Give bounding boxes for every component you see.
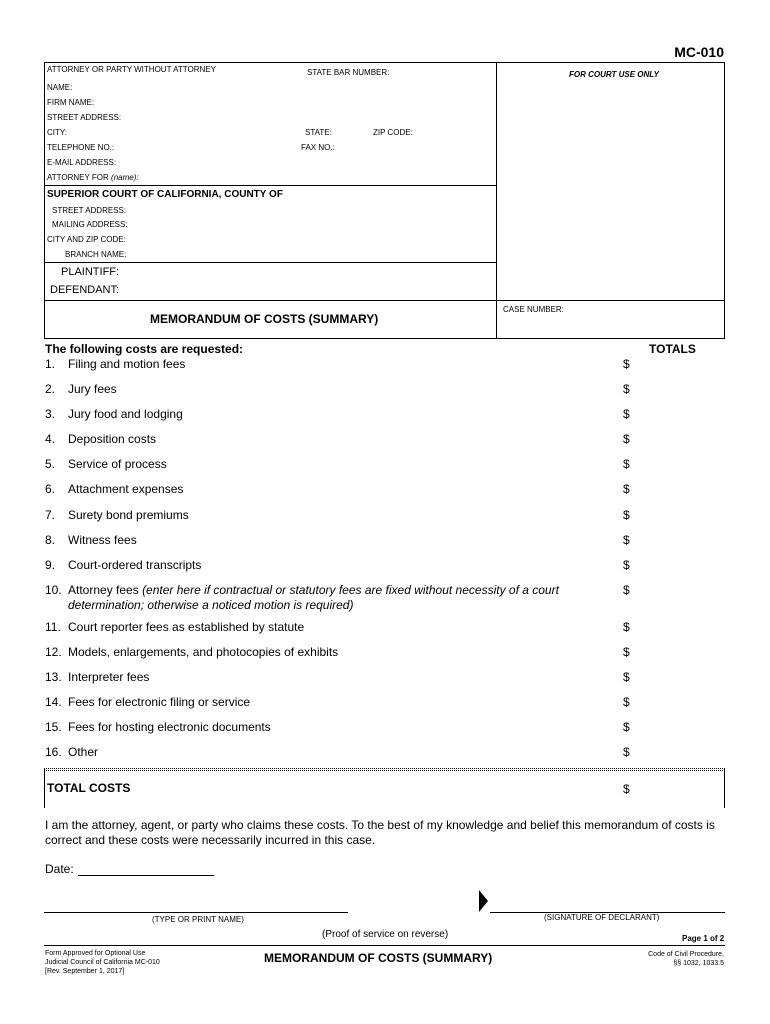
plaintiff-field[interactable] (120, 265, 490, 279)
name-label: NAME: (47, 83, 73, 92)
form-title: MEMORANDUM OF COSTS (SUMMARY) (150, 312, 379, 326)
date-field[interactable] (78, 860, 214, 876)
footer-approval-line1: Form Approved for Optional Use (45, 950, 146, 957)
cost-item-label: Deposition costs (68, 432, 157, 446)
total-box-top-inner (44, 770, 725, 771)
cost-item-number: 16. (45, 745, 62, 759)
form-id: MC-010 (674, 44, 724, 60)
cost-item-dollar-sign: $ (623, 720, 630, 734)
cost-item-label-wrap (68, 583, 598, 613)
cost-item-amount-field[interactable] (635, 508, 715, 522)
cost-item-amount-field[interactable] (635, 407, 715, 421)
cost-item-label-wrap (68, 670, 598, 685)
total-box-top (44, 768, 725, 769)
cost-item-dollar-sign: $ (623, 745, 630, 759)
firm-field[interactable] (98, 96, 490, 108)
state-label: STATE: (305, 128, 332, 137)
cost-item-label: Jury food and lodging (68, 407, 183, 421)
cost-item-label-wrap (68, 432, 598, 447)
cost-item-label-wrap (68, 745, 598, 760)
cost-item-dollar-sign: $ (623, 432, 630, 446)
cost-item-label-wrap (68, 457, 598, 472)
cost-item-number: 9. (45, 558, 56, 572)
cost-item-dollar-sign: $ (623, 620, 630, 634)
name-field[interactable] (80, 81, 490, 93)
cost-item-label: Attorney fees (68, 583, 139, 597)
cost-item-label: Interpreter fees (68, 670, 150, 684)
cost-item-amount-field[interactable] (635, 620, 715, 634)
street-field[interactable] (122, 111, 490, 123)
cost-item-dollar-sign: $ (623, 407, 630, 421)
cost-item-number: 5. (45, 457, 56, 471)
cost-item-label-wrap (68, 533, 598, 548)
attorney-for-text: ATTORNEY FOR (47, 173, 109, 182)
cost-item-dollar-sign: $ (623, 558, 630, 572)
print-name-field[interactable] (44, 895, 348, 911)
cost-item-amount-field[interactable] (635, 720, 715, 734)
cost-item-amount-field[interactable] (635, 645, 715, 659)
cost-item-label-wrap (68, 482, 598, 497)
plaintiff-label: PLAINTIFF: (61, 266, 120, 278)
cost-item-number: 8. (45, 533, 56, 547)
cost-item-label: Attachment expenses (68, 482, 184, 496)
defendant-label: DEFENDANT: (50, 284, 120, 296)
attorney-section-bottom (44, 185, 496, 186)
cost-item-label: Jury fees (68, 382, 117, 396)
cost-item-label: Fees for hosting electronic documents (68, 720, 271, 734)
fax-label: FAX NO.: (301, 143, 335, 152)
cost-item-label: Surety bond premiums (68, 508, 189, 522)
cost-item-label-wrap (68, 382, 598, 397)
cost-item-label: Fees for electronic filing or service (68, 695, 251, 709)
cost-item-label: Models, enlargements, and photocopies of exhibits (68, 645, 339, 659)
cost-item-number: 12. (45, 645, 62, 659)
footer-code-line1: Code of Civil Procedure, (648, 951, 724, 958)
court-use-label: FOR COURT USE ONLY (569, 70, 659, 79)
court-city-zip-label: CITY AND ZIP CODE: (47, 235, 126, 244)
cost-item-amount-field[interactable] (635, 558, 715, 572)
cost-item-dollar-sign: $ (623, 670, 630, 684)
print-name-caption: (TYPE OR PRINT NAME) (152, 915, 244, 924)
defendant-field[interactable] (120, 283, 490, 297)
cost-item-number: 13. (45, 670, 62, 684)
court-mailing-field[interactable] (128, 218, 490, 230)
declaration-text: I am the attorney, agent, or party who claims these costs. To the best of my knowledge and belief this memorandum of costs is correct and these costs were necessarily incurred in this case. (45, 818, 715, 847)
zip-label: ZIP CODE: (373, 128, 413, 137)
header-right-border (724, 62, 725, 339)
cost-item-number: 11. (45, 620, 61, 634)
cost-item-amount-field[interactable] (635, 670, 715, 684)
cost-item-label-wrap (68, 695, 598, 710)
cost-item-label: Filing and motion fees (68, 357, 186, 371)
cost-item-number: 4. (45, 432, 56, 446)
cost-item-label-wrap (68, 645, 598, 660)
totals-header: TOTALS (649, 342, 696, 356)
court-street-field[interactable] (128, 204, 490, 216)
fax-field[interactable] (338, 141, 490, 153)
cost-item-label-wrap (68, 407, 598, 422)
cost-item-amount-field[interactable] (635, 745, 715, 759)
cost-item-amount-field[interactable] (635, 482, 715, 496)
footer-code (648, 950, 724, 968)
cost-item-label-wrap (68, 357, 598, 372)
firm-label: FIRM NAME: (47, 98, 95, 107)
court-mailing-label: MAILING ADDRESS: (52, 220, 128, 229)
parties-section-bottom (44, 300, 725, 301)
street-label: STREET ADDRESS: (47, 113, 122, 122)
cost-item-amount-field[interactable] (635, 695, 715, 709)
court-city-zip-field[interactable] (128, 233, 490, 245)
cost-item-number: 1. (45, 357, 56, 371)
cost-item-label-wrap (68, 720, 598, 735)
cost-item-dollar-sign: $ (623, 482, 630, 496)
attorney-for-name-hint: (name): (111, 173, 139, 182)
cost-item-dollar-sign: $ (623, 583, 630, 597)
cost-item-dollar-sign: $ (623, 382, 630, 396)
cost-item-dollar-sign: $ (623, 695, 630, 709)
court-branch-label: BRANCH NAME: (65, 250, 127, 259)
signature-caption: (SIGNATURE OF DECLARANT) (544, 913, 660, 922)
total-box-left (44, 768, 45, 808)
header-left-border (44, 62, 45, 339)
page-number: Page 1 of 2 (682, 934, 725, 943)
state-bar-label: STATE BAR NUMBER: (307, 68, 390, 77)
cost-item-amount-field[interactable] (635, 583, 715, 597)
cost-item-amount-field[interactable] (635, 457, 715, 471)
footer-rule (44, 945, 725, 946)
phone-field[interactable] (115, 141, 295, 153)
total-costs-label: TOTAL COSTS (47, 781, 131, 795)
total-costs-dollar: $ (623, 782, 630, 796)
total-box-right (724, 768, 725, 808)
email-field[interactable] (118, 156, 490, 168)
cost-item-label: Service of process (68, 457, 167, 471)
cost-item-amount-field[interactable] (635, 357, 715, 371)
cost-item-label-wrap (68, 508, 598, 523)
cost-item-dollar-sign: $ (623, 457, 630, 471)
cost-item-label: Other (68, 745, 99, 759)
cost-item-amount-field[interactable] (635, 432, 715, 446)
cost-item-label: Witness fees (68, 533, 137, 547)
footer-approval (45, 949, 160, 976)
cost-item-label: Court-ordered transcripts (68, 558, 202, 572)
costs-intro: The following costs are requested: (45, 342, 244, 356)
header-divider (496, 62, 497, 339)
footer-approval-line3: [Rev. September 1, 2017] (45, 968, 125, 975)
cost-item-label: Court reporter fees as established by statute (68, 620, 305, 634)
cost-item-label-wrap (68, 620, 598, 635)
signature-arrow-icon (479, 890, 488, 912)
city-field[interactable] (75, 126, 295, 138)
cost-item-dollar-sign: $ (623, 508, 630, 522)
signature-field[interactable] (490, 890, 725, 911)
cost-item-dollar-sign: $ (623, 533, 630, 547)
footer-code-line2: §§ 1032, 1033.5 (673, 960, 724, 967)
cost-item-dollar-sign: $ (623, 645, 630, 659)
state-field[interactable] (335, 126, 367, 138)
court-street-label: STREET ADDRESS: (52, 206, 127, 215)
court-branch-field[interactable] (128, 248, 490, 260)
total-costs-field[interactable] (635, 780, 715, 794)
court-title: SUPERIOR COURT OF CALIFORNIA, COUNTY OF (47, 189, 283, 200)
cost-item-number: 15. (45, 720, 62, 734)
cost-item-number: 2. (45, 382, 56, 396)
cost-item-amount-field[interactable] (635, 382, 715, 396)
city-label: CITY: (47, 128, 68, 137)
print-name-line (44, 912, 348, 913)
attorney-label: ATTORNEY OR PARTY WITHOUT ATTORNEY (47, 65, 216, 74)
cost-item-dollar-sign: $ (623, 357, 630, 371)
court-section-bottom (44, 262, 496, 263)
attorney-for-field[interactable] (125, 171, 490, 183)
case-number-label: CASE NUMBER: (503, 305, 564, 314)
header-bottom-border (44, 338, 725, 339)
state-bar-field[interactable] (390, 66, 490, 78)
header-top-border (44, 62, 725, 63)
cost-item-number: 7. (45, 508, 56, 522)
zip-field[interactable] (415, 126, 490, 138)
email-label: E-MAIL ADDRESS: (47, 158, 117, 167)
cost-item-number: 6. (45, 482, 56, 496)
cost-item-label-wrap (68, 558, 598, 573)
cost-item-amount-field[interactable] (635, 533, 715, 547)
cost-item-note: (enter here if contractual or statutory fees are fixed without necessity of a court determination; otherwise a noticed motion is required) (68, 583, 559, 612)
phone-label: TELEPHONE NO.: (47, 143, 115, 152)
cost-item-number: 3. (45, 407, 56, 421)
footer-title: MEMORANDUM OF COSTS (SUMMARY) (264, 951, 493, 965)
cost-item-number: 10. (45, 583, 62, 597)
cost-item-number: 14. (45, 695, 62, 709)
case-number-field[interactable] (503, 317, 718, 333)
date-label: Date: (45, 862, 74, 876)
proof-of-service-note: (Proof of service on reverse) (322, 929, 449, 940)
footer-approval-line2: Judicial Council of California MC-010 (45, 959, 160, 966)
